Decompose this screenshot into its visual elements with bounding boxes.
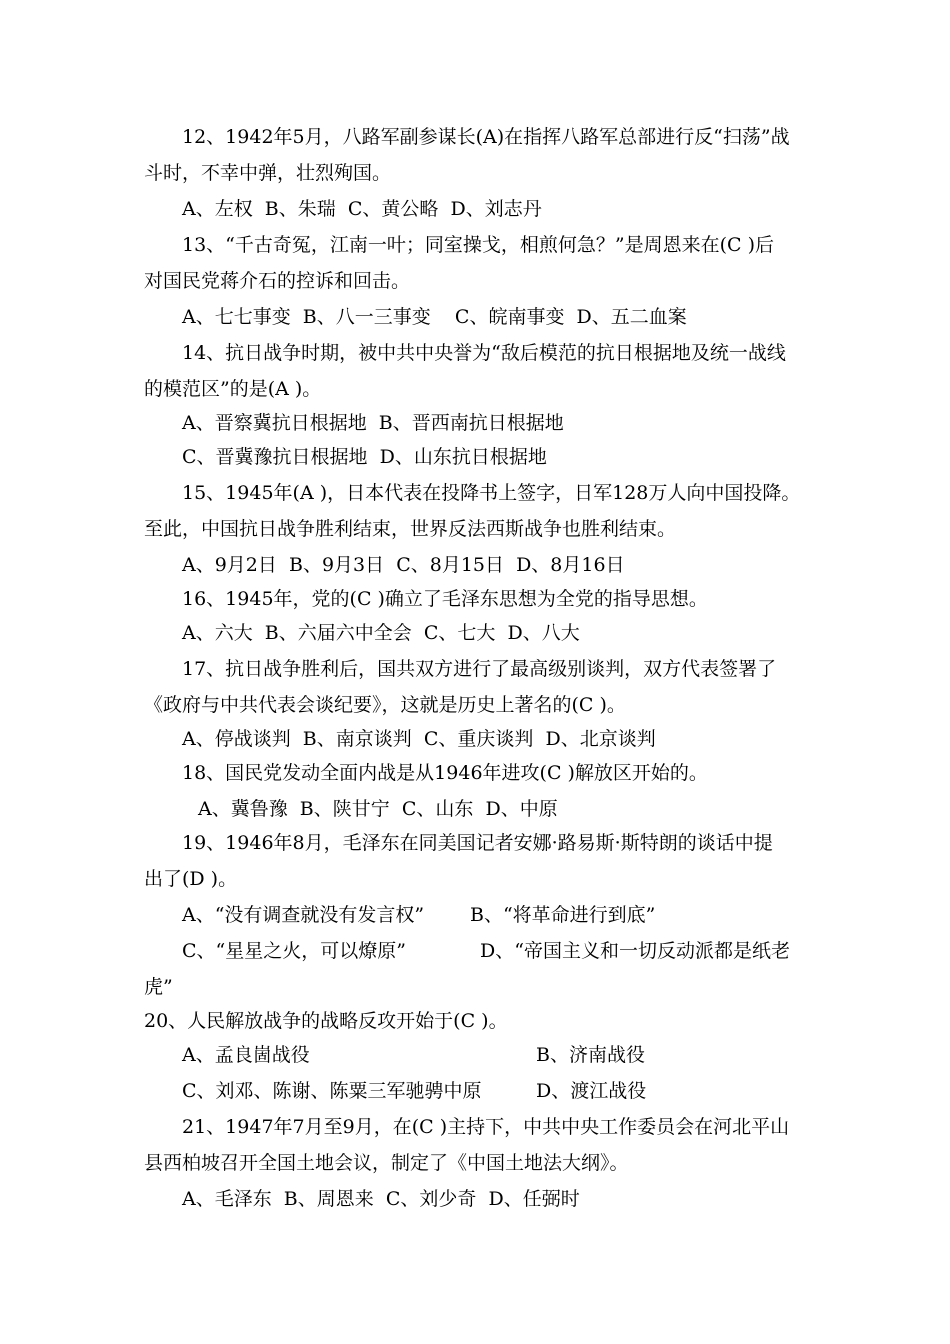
text-line: 至此，中国抗日战争胜利结束，世界反法西斯战争也胜利结束。 xyxy=(144,518,677,540)
text-line: C、“星星之火，可以燎原” xyxy=(182,940,406,962)
text-line: A、七七事变 B、八一三事变 C、皖南事变 D、五二血案 xyxy=(182,306,687,328)
text-line: A、9月2日 B、9月3日 C、8月15日 D、8月16日 xyxy=(182,554,625,576)
text-line: A、六大 B、六届六中全会 C、七大 D、八大 xyxy=(182,622,580,644)
text-line: C、刘邓、陈谢、陈粟三军驰骋中原 xyxy=(182,1080,482,1102)
text-line: A、左权 B、朱瑞 C、黄公略 D、刘志丹 xyxy=(182,198,542,220)
text-line: A、“没有调查就没有发言权” xyxy=(182,904,425,926)
text-line: 县西柏坡召开全国土地会议，制定了《中国土地法大纲》。 xyxy=(144,1152,629,1174)
text-line: 14、抗日战争时期，被中共中央誉为“敌后模范的抗日根据地及统一战线 xyxy=(182,342,786,364)
text-line: 《政府与中共代表会谈纪要》，这就是历史上著名的(C )。 xyxy=(144,694,626,716)
text-line: 虎” xyxy=(144,976,173,998)
text-line: 17、抗日战争胜利后，国共双方进行了最高级别谈判，双方代表签署了 xyxy=(182,658,777,680)
text-line: C、晋冀豫抗日根据地 D、山东抗日根据地 xyxy=(182,446,547,468)
text-line: 20、人民解放战争的战略反攻开始于(C )。 xyxy=(144,1010,508,1032)
text-line: A、孟良崮战役 xyxy=(182,1044,310,1066)
text-line: 出了(D )。 xyxy=(144,868,238,890)
text-line: A、冀鲁豫 B、陕甘宁 C、山东 D、中原 xyxy=(198,798,558,820)
text-line: 斗时，不幸中弹，壮烈殉国。 xyxy=(144,162,392,184)
text-line: 18、国民党发动全面内战是从1946年进攻(C )解放区开始的。 xyxy=(182,762,708,784)
text-line: D、渡江战役 xyxy=(536,1080,647,1102)
text-line: A、停战谈判 B、南京谈判 C、重庆谈判 D、北京谈判 xyxy=(182,728,656,750)
text-line: 13、“千古奇冤，江南一叶；同室操戈，相煎何急？”是周恩来在(C )后 xyxy=(182,234,775,256)
text-line: 21、1947年7月至9月，在(C )主持下，中共中央工作委员会在河北平山 xyxy=(182,1116,790,1138)
text-line: 19、1946年8月，毛泽东在同美国记者安娜·路易斯·斯特朗的谈话中提 xyxy=(182,832,773,854)
text-line: 对国民党蒋介石的控诉和回击。 xyxy=(144,270,411,292)
text-line: 的模范区”的是(A )。 xyxy=(144,378,322,400)
text-line: 16、1945年，党的(C )确立了毛泽东思想为全党的指导思想。 xyxy=(182,588,708,610)
text-line: 15、1945年(A )，日本代表在投降书上签字，日军128万人向中国投降。 xyxy=(182,482,801,504)
text-line: B、济南战役 xyxy=(536,1044,645,1066)
text-line: 12、1942年5月，八路军副参谋长(A)在指挥八路军总部进行反“扫荡”战 xyxy=(182,126,790,148)
text-line: D、“帝国主义和一切反动派都是纸老 xyxy=(480,940,790,962)
text-line: A、毛泽东 B、周恩来 C、刘少奇 D、任弼时 xyxy=(182,1188,580,1210)
text-line: A、晋察冀抗日根据地 B、晋西南抗日根据地 xyxy=(182,412,564,434)
text-line: B、“将革命进行到底” xyxy=(470,904,656,926)
